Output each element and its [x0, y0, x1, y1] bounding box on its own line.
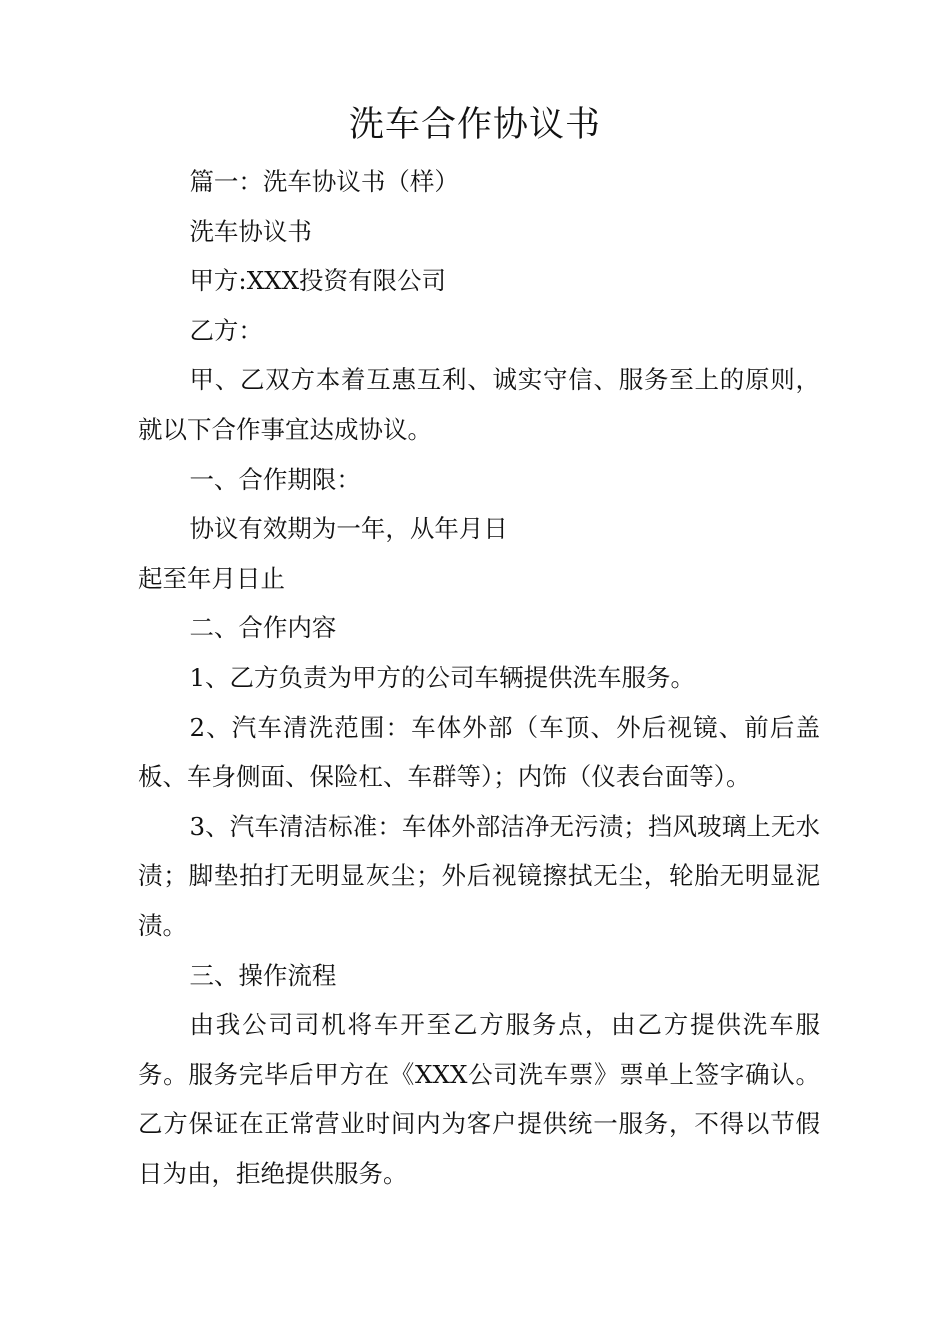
- term-start-line: 协议有效期为一年，从年月日: [189, 514, 508, 544]
- document-title: 洗车合作协议书: [348, 105, 601, 145]
- party-b-line: 乙方：: [189, 315, 263, 345]
- process-paragraph: 由我公司司机将车开至乙方服务点，由乙方提供洗车服务。服务完毕后甲方在《XXX公司洗车票》票单上签字确认。乙方保证在正常营业时间内为客户提供统一服务，不得以节假日为由，拒绝提供服务。: [138, 1010, 820, 1188]
- content-item-2: 2、汽车清洗范围：车体外部（车顶、外后视镜、前后盖板、车身侧面、保险杠、车群等）；内饰（仪表台面等）。: [138, 712, 820, 792]
- term-end-line: 起至年月日止: [138, 563, 285, 593]
- section-heading-process: 三、操作流程: [189, 960, 337, 990]
- section-heading-term: 一、合作期限：: [189, 464, 361, 494]
- section-heading-content: 二、合作内容: [189, 613, 337, 643]
- agreement-subtitle: 洗车协议书: [189, 216, 312, 246]
- content-item-3: 3、汽车清洁标准：车体外部洁净无污渍；挡风玻璃上无水渍；脚垫拍打无明显灰尘；外后视镜擦拭无尘，轮胎无明显泥渍。: [138, 811, 820, 940]
- section-heading-article-one: 篇一：洗车协议书（样）: [189, 167, 459, 196]
- document-body: [138, 157, 820, 1198]
- preamble-paragraph: 甲、乙双方本着互惠互利、诚实守信、服务至上的原则，就以下合作事宜达成协议。: [138, 365, 820, 444]
- content-item-1: 1、乙方负责为甲方的公司车辆提供洗车服务。: [189, 662, 696, 692]
- party-a-line: 甲方:XXX投资有限公司: [189, 266, 447, 296]
